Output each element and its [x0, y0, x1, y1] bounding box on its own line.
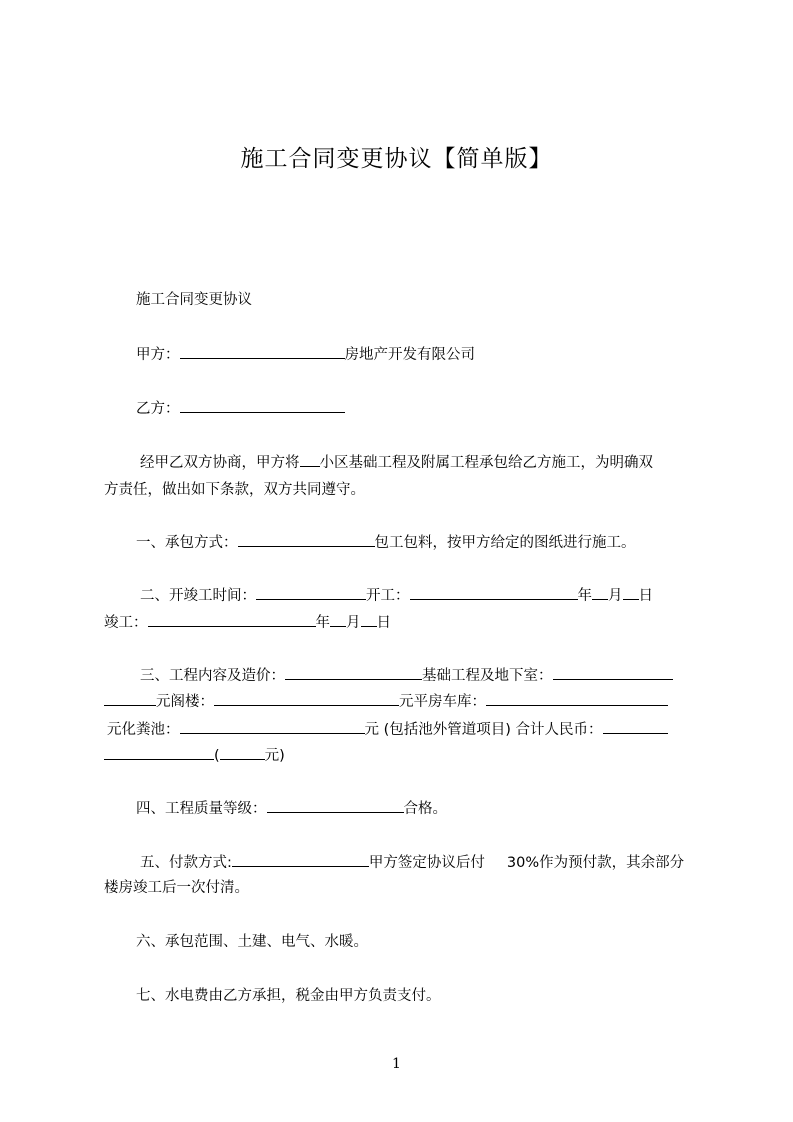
blank-field — [285, 665, 422, 680]
blank-field — [148, 612, 316, 627]
clause-label: 五、付款方式: — [140, 855, 232, 871]
blank-field — [623, 585, 639, 600]
clause-label: 四、工程质量等级： — [136, 801, 267, 817]
blank-field — [232, 852, 369, 867]
clause-3-line-3 — [107, 719, 668, 740]
blank-field — [603, 719, 668, 734]
intro-text: 经甲乙双方协商，甲方将 — [140, 455, 300, 471]
clause-label: 三、工程内容及造价： — [140, 668, 285, 684]
blank-field — [267, 798, 404, 813]
clause-5-line-2: 楼房竣工后一次付清。 — [104, 880, 249, 896]
clause-5-line-1 — [140, 852, 684, 873]
clause-text: 元) — [264, 748, 285, 764]
blank-field — [180, 398, 345, 413]
clause-text: 元阁楼： — [156, 694, 214, 710]
blank-field — [238, 532, 375, 547]
blank-field — [592, 585, 608, 600]
blank-field — [180, 719, 365, 734]
clause-1 — [136, 532, 636, 553]
clause-3-line-2 — [104, 691, 668, 712]
clause-text: 30%作为预付款，其余部分 — [506, 855, 685, 871]
party-b-label: 乙方： — [136, 401, 180, 417]
clause-7: 七、水电费由乙方承担，税金由甲方负责支付。 — [136, 988, 441, 1004]
blank-field — [104, 745, 214, 760]
intro-text: 小区基础工程及附属工程承包给乙方施工，为明确双 — [319, 455, 653, 471]
clause-3-line-4 — [104, 745, 285, 766]
clause-6: 六、承包范围、土建、电气、水暖。 — [136, 934, 368, 950]
blank-field — [330, 612, 346, 627]
clause-text: 月 — [346, 615, 361, 631]
blank-field — [180, 344, 345, 359]
clause-text: 元 (包括池外管道项目) 合计人民币： — [364, 722, 603, 738]
clause-text: 开工： — [366, 588, 410, 604]
document-title: 施工合同变更协议【简单版】 — [240, 146, 553, 172]
clause-text: 元化粪池： — [107, 722, 180, 738]
clause-2-line-1 — [140, 585, 653, 606]
clause-text: 包工包料，按甲方给定的图纸进行施工。 — [374, 535, 636, 551]
blank-field — [220, 745, 265, 760]
clause-text: 日 — [376, 615, 391, 631]
clause-text: 日 — [638, 588, 653, 604]
party-a-label: 甲方： — [136, 347, 180, 363]
party-a-line — [136, 344, 475, 365]
intro-line-1 — [140, 452, 653, 473]
clause-text: 合格。 — [403, 801, 447, 817]
clause-text: 年 — [315, 615, 330, 631]
party-b-line — [136, 398, 345, 419]
intro-line-2: 方责任，做出如下条款，双方共同遵守。 — [104, 482, 365, 498]
blank-field — [256, 585, 366, 600]
page-number: 1 — [392, 1056, 401, 1072]
blank-field — [300, 452, 320, 467]
clause-text: ( — [214, 748, 220, 764]
blank-field — [361, 612, 377, 627]
clause-2-line-2 — [104, 612, 391, 633]
party-a-suffix: 房地产开发有限公司 — [344, 347, 475, 363]
clause-text: 甲方签定协议后付 — [368, 855, 485, 871]
clause-4 — [136, 798, 447, 819]
blank-field — [104, 691, 156, 706]
clause-text: 月 — [608, 588, 623, 604]
clause-text: 年 — [577, 588, 592, 604]
clause-text: 竣工： — [104, 615, 148, 631]
blank-field — [410, 585, 578, 600]
clause-3-line-1 — [140, 665, 673, 686]
blank-field — [214, 691, 399, 706]
blank-field — [486, 691, 668, 706]
clause-text: 元平房车库： — [399, 694, 486, 710]
subtitle: 施工合同变更协议 — [136, 292, 252, 308]
blank-field — [553, 665, 673, 680]
clause-text: 基础工程及地下室： — [422, 668, 553, 684]
clause-label: 一、承包方式： — [136, 535, 238, 551]
clause-label: 二、开竣工时间： — [140, 588, 256, 604]
